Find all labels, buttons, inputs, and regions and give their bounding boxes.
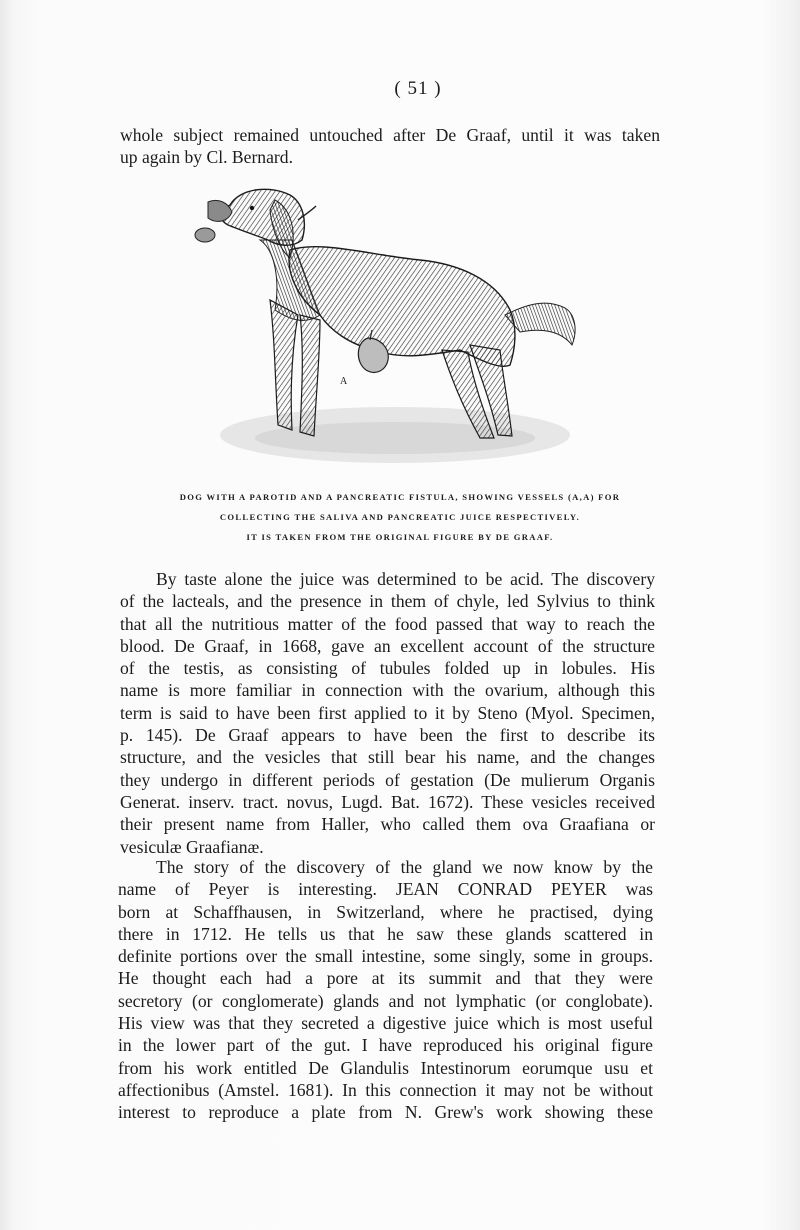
text-line: from his work entitled De Glandulis Intestinorum eorumque usu et [118,1057,653,1078]
text-line: By taste alone the juice was determined to be acid. The discovery [156,569,655,589]
intro-paragraph [120,124,660,169]
text-line: born at Schaffhausen, in Switzerland, where he practised, dying [118,901,653,922]
engraving-dog-with-fistula-icon [180,180,600,480]
text-line: structure, and the vesicles that still bear his name, and the changes [120,747,655,768]
text-line: name of Peyer is interesting. JEAN CONRAD PEYER was [118,879,653,900]
caption-line: COLLECTING THE SALIVA AND PANCREATIC JUICE RESPECTIVELY. [219,512,581,522]
text-line: His view was that they secreted a digestive juice which is most useful [118,1013,653,1034]
text-line: blood. De Graaf, in 1668, gave an excellent account of the structure [120,635,655,656]
figure-caption [100,487,700,547]
text-line: of the lacteals, and the presence in them of chyle, led Sylvius to think [120,591,655,612]
dog-fistula-figure [180,180,600,480]
text-line: affectionibus (Amstel. 1681). In this connection it may not be without [118,1079,653,1100]
caption-line: IT IS TAKEN FROM THE ORIGINAL FIGURE BY DE GRAAF. [246,532,554,542]
text-line: name is more familiar in connection with the ovarium, although this [120,680,655,701]
text-line: that all the nutritious matter of the food passed that way to reach the [120,613,655,634]
text-line: in the lower part of the gut. I have reproduced his original figure [118,1035,653,1056]
figure-label-a: A [340,376,348,387]
text-line: whole subject remained untouched after De Graaf, until it was taken [120,125,660,145]
paragraph-graaf [120,568,655,858]
text-line: p. 145). De Graaf appears to have been the first to describe its [120,725,655,746]
text-line: they undergo in different periods of gestation (De mulierum Organis [120,769,655,790]
text-line: Generat. inserv. tract. novus, Lugd. Bat. 1672). These vesicles received [120,791,655,812]
text-line: He thought each had a pore at its summit and that they were [118,968,653,989]
text-line: their present name from Haller, who called them ova Graafiana or [120,814,655,835]
text-line: vesiculæ Graafianæ. [120,836,264,857]
page-number: ( 51 ) [394,78,442,99]
text-line: secretory (or conglomerate) glands and not lymphatic (or conglobate). [118,990,653,1011]
text-line: term is said to have been first applied to it by Steno (Myol. Specimen, [120,702,655,723]
text-line: The story of the discovery of the gland we now know by the [156,857,653,877]
text-line: of the testis, as consisting of tubules folded up in lobules. His [120,658,655,679]
text-line: definite portions over the small intestine, some singly, some in groups. [118,946,653,967]
paragraph-peyer [118,856,653,1124]
text-line: interest to reproduce a plate from N. Grew's work showing these [118,1102,653,1123]
caption-line: DOG WITH A PAROTID AND A PANCREATIC FISTULA, SHOWING VESSELS (A,A) FOR [179,492,621,502]
text-line: up again by Cl. Bernard. [120,147,293,168]
text-line: there in 1712. He tells us that he saw these glands scattered in [118,923,653,944]
